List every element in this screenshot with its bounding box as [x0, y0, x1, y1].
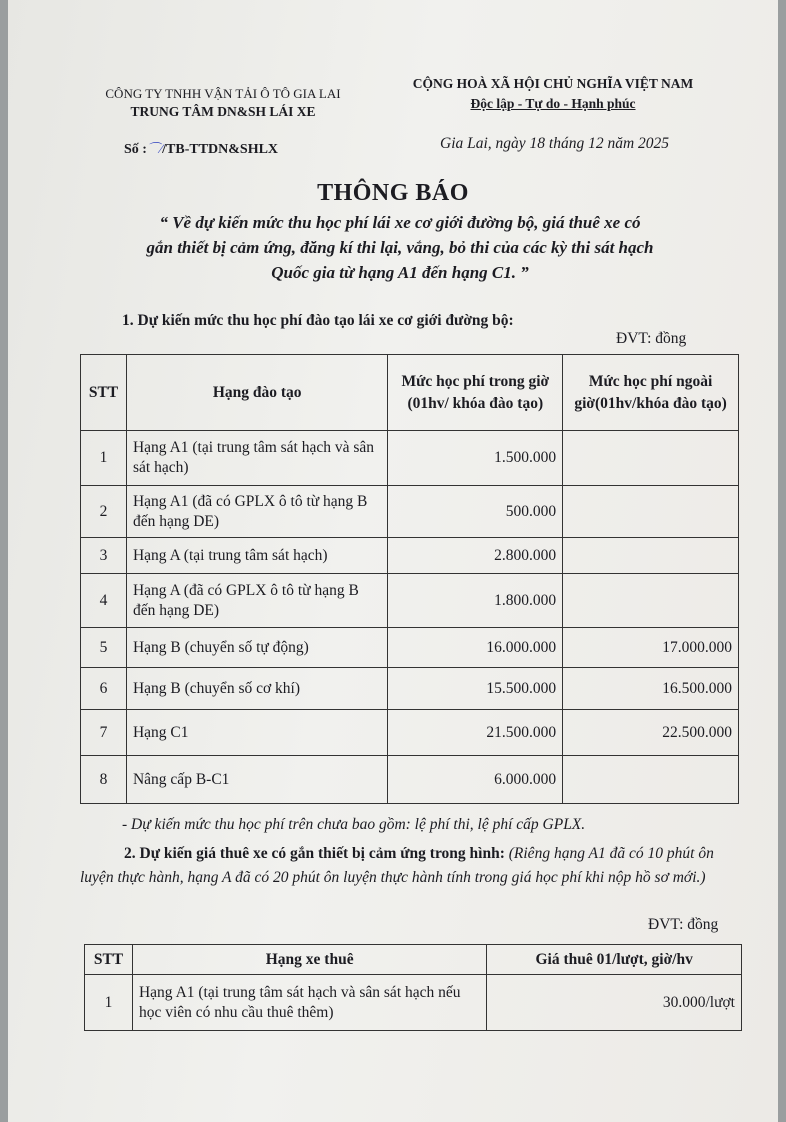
table-header-row — [85, 945, 742, 975]
company-name: CÔNG TY TNHH VẬN TẢI Ô TÔ GIA LAI — [105, 86, 341, 101]
table-row — [81, 538, 739, 574]
cell-in: 2.800.000 — [388, 538, 563, 574]
cell-class: Nâng cấp B-C1 — [126, 756, 387, 804]
col-out-hours: Mức học phí ngoài giờ(01hv/khóa đào tạo) — [563, 355, 739, 431]
place-date: Gia Lai, ngày 18 tháng 12 năm 2025 — [440, 135, 670, 152]
doc-number-suffix: /TB-TTDN&SHLX — [162, 142, 279, 157]
center-name: TRUNG TÂM DN&SH LÁI XE — [130, 104, 316, 119]
col-price: Giá thuê 01/lượt, giờ/hv — [487, 945, 742, 975]
col-stt: STT — [85, 945, 133, 975]
subtitle-line-2: gắn thiết bị cảm ứng, đăng kí thi lại, vắng, bỏ thi của các kỳ thi sát hạch — [146, 238, 654, 257]
table-row — [81, 668, 739, 710]
cell-class: Hạng A (tại trung tâm sát hạch) — [126, 538, 387, 574]
subtitle-line-3: Quốc gia từ hạng A1 đến hạng C1. ” — [271, 263, 529, 282]
table-row — [81, 431, 739, 486]
cell-in: 15.500.000 — [388, 668, 563, 710]
table-header-row — [81, 355, 739, 431]
col-in-hours: Mức học phí trong giờ (01hv/ khóa đào tạo) — [388, 355, 563, 431]
cell-stt: 6 — [81, 668, 127, 710]
cell-stt: 1 — [81, 431, 127, 486]
cell-out: 22.500.000 — [563, 710, 739, 756]
cell-stt: 1 — [85, 975, 133, 1031]
handwritten-number: ⌒⁄ — [146, 141, 163, 156]
cell-out: 17.000.000 — [563, 628, 739, 668]
section-2-unit: ĐVT: đồng — [648, 916, 719, 933]
cell-stt: 8 — [81, 756, 127, 804]
section-1-unit: ĐVT: đồng — [616, 330, 687, 347]
cell-in: 16.000.000 — [388, 628, 563, 668]
doc-number-prefix: Số : — [124, 142, 147, 157]
document-subtitle — [70, 210, 730, 285]
cell-in: 500.000 — [388, 486, 563, 538]
table-row — [85, 975, 742, 1031]
section-2-detail: (Riêng hạng A1 đã có 10 phút ôn luyện thực hành, hạng A đã có 20 phút ôn luyện thực hành tính trong giá học phí khi nộp hồ sơ mới.) — [80, 845, 714, 886]
cell-stt: 2 — [81, 486, 127, 538]
document-number — [124, 138, 278, 158]
cell-out — [563, 574, 739, 628]
rental-table — [84, 944, 742, 1031]
motto-text: Độc lập - Tự do - Hạnh phúc — [470, 96, 636, 111]
section-2-paragraph — [80, 842, 730, 890]
cell-class: Hạng A (đã có GPLX ô tô từ hạng B đến hạng DE) — [126, 574, 387, 628]
section-1-heading: 1. Dự kiến mức thu học phí đào tạo lái xe cơ giới đường bộ: — [122, 312, 514, 329]
col-vehicle: Hạng xe thuê — [132, 945, 486, 975]
cell-stt: 7 — [81, 710, 127, 756]
cell-price: 30.000/lượt — [487, 975, 742, 1031]
cell-out — [563, 538, 739, 574]
cell-class: Hạng B (chuyển số tự động) — [126, 628, 387, 668]
cell-out — [563, 486, 739, 538]
cell-class: Hạng A1 (tại trung tâm sát hạch và sân sát hạch) — [126, 431, 387, 486]
table-row — [81, 574, 739, 628]
cell-in: 6.000.000 — [388, 756, 563, 804]
cell-in: 1.800.000 — [388, 574, 563, 628]
cell-stt: 4 — [81, 574, 127, 628]
cell-class: Hạng B (chuyển số cơ khí) — [126, 668, 387, 710]
cell-class: Hạng C1 — [126, 710, 387, 756]
table-row — [81, 628, 739, 668]
document-title: THÔNG BÁO — [317, 180, 469, 206]
cell-out — [563, 756, 739, 804]
col-class: Hạng đào tạo — [126, 355, 387, 431]
cell-stt: 3 — [81, 538, 127, 574]
table-row — [81, 486, 739, 538]
cell-out: 16.500.000 — [563, 668, 739, 710]
cell-out — [563, 431, 739, 486]
motto — [388, 96, 718, 112]
tuition-table — [80, 354, 739, 804]
nation-name: CỘNG HOÀ XÃ HỘI CHỦ NGHĨA VIỆT NAM — [412, 76, 694, 91]
table-row — [81, 756, 739, 804]
cell-class: Hạng A1 (đã có GPLX ô tô từ hạng B đến hạng DE) — [126, 486, 387, 538]
tuition-note: - Dự kiến mức thu học phí trên chưa bao gồm: lệ phí thi, lệ phí cấp GPLX. — [122, 816, 586, 833]
subtitle-line-1: “ Về dự kiến mức thu học phí lái xe cơ giới đường bộ, giá thuê xe có — [159, 213, 641, 232]
section-2-heading: 2. Dự kiến giá thuê xe có gắn thiết bị cảm ứng trong hình: — [124, 845, 505, 862]
cell-vehicle: Hạng A1 (tại trung tâm sát hạch và sân sát hạch nếu học viên có nhu cầu thuê thêm) — [132, 975, 486, 1031]
cell-in: 21.500.000 — [388, 710, 563, 756]
col-stt: STT — [81, 355, 127, 431]
table-row — [81, 710, 739, 756]
cell-in: 1.500.000 — [388, 431, 563, 486]
cell-stt: 5 — [81, 628, 127, 668]
